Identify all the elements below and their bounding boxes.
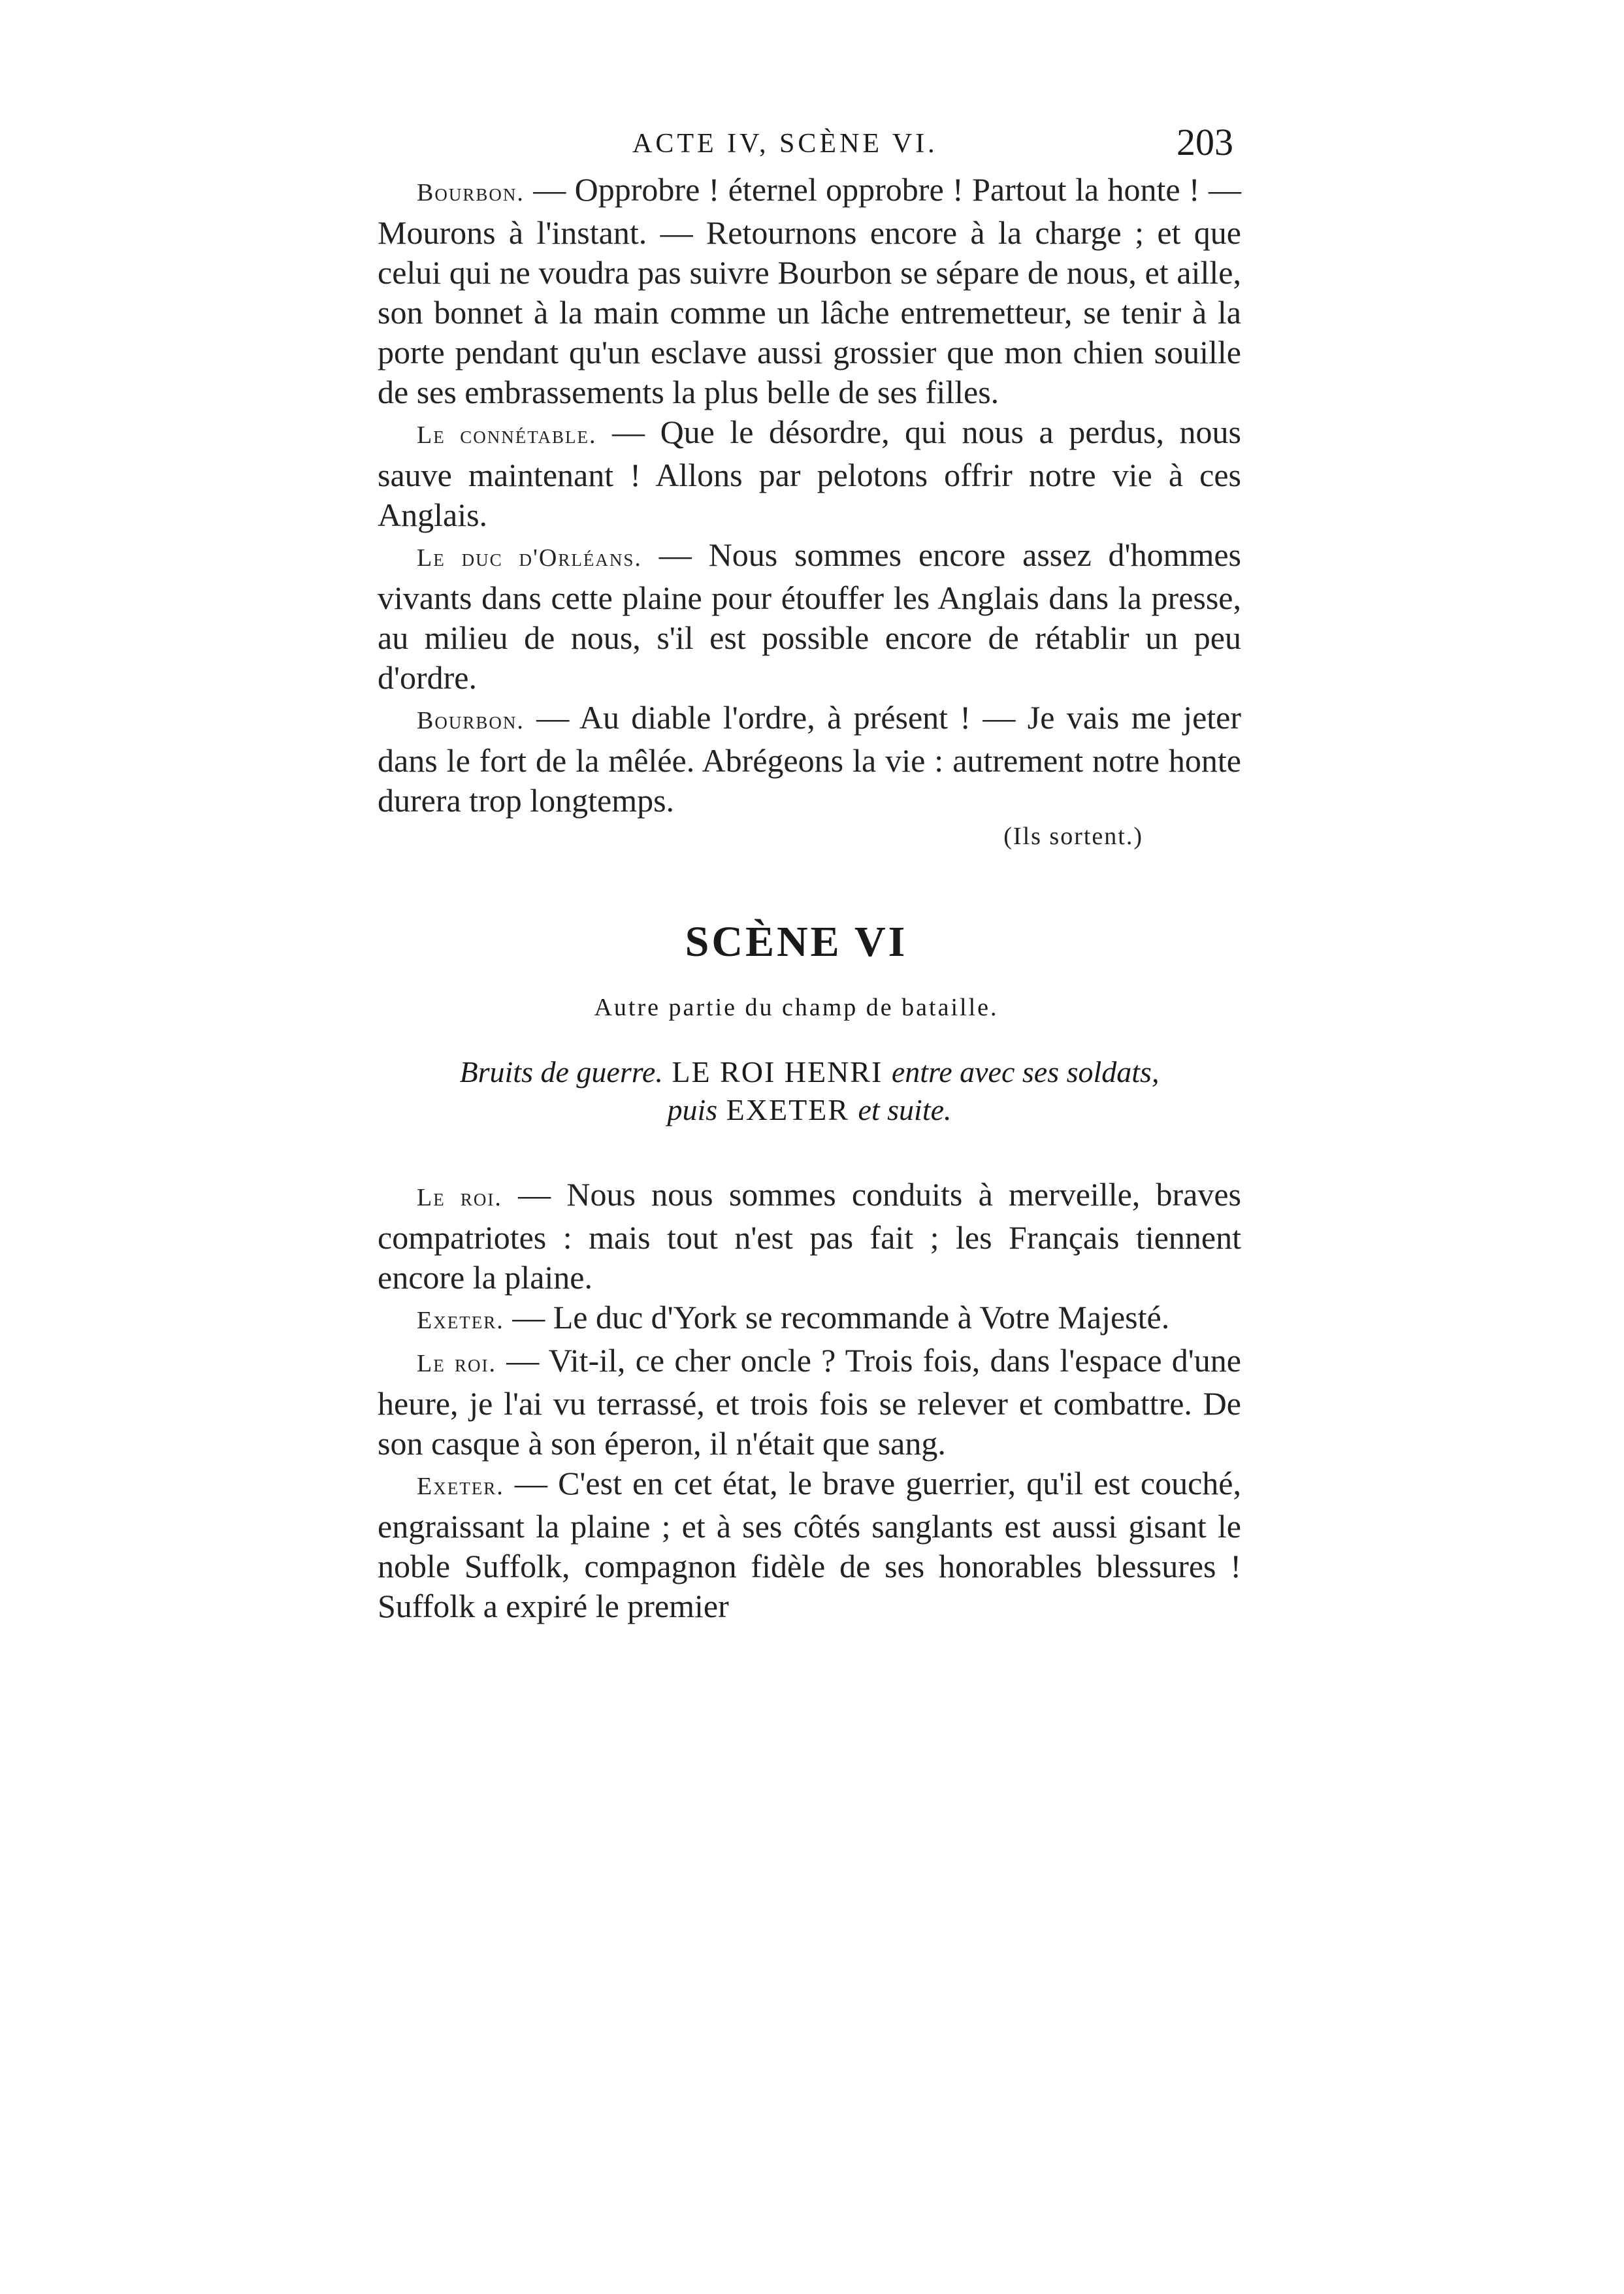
speaker-name: Exeter. — [417, 1307, 504, 1334]
stage-direction-italic: puis — [667, 1093, 718, 1126]
speech-text: — Nous sommes encore assez d'hommes vivants dans cette plaine pour étouffer les Anglais dans la presse, au milieu de nous, s'il est possible encore de rétablir un peu d'ordre. — [378, 536, 1241, 696]
scene-title: SCÈNE VI — [685, 918, 908, 966]
speech-exeter-1 — [378, 1298, 1241, 1341]
exit-direction: (Ils sortent.) — [1003, 823, 1143, 850]
speech-text: — Nous nous sommes conduits à merveille, braves compatriotes : mais tout n'est pas fait ; les Français tiennent encore la plaine. — [378, 1176, 1241, 1296]
speaker-name: Le duc d'Orléans. — [417, 544, 642, 572]
opening-stage-direction — [378, 1053, 1241, 1129]
speaker-name: Bourbon. — [417, 179, 525, 206]
speech-text: — Vit-il, ce cher oncle ? Trois fois, dans l'espace d'une heure, je l'ai vu terrassé, et trois fois se relever et combattre. De son casque à son éperon, il n'était que sang. — [378, 1342, 1242, 1462]
speech-text: — C'est en cet état, le brave guerrier, qu'il est couché, engraissant la plaine ; et à ses côtés sanglants est aussi gisant le noble Suffolk, compagnon fidèle de ses honorables blessures ! Suffolk a expiré le premier — [378, 1465, 1241, 1624]
speech-text: — Opprobre ! éternel opprobre ! Partout la honte ! — Mourons à l'instant. — Retournons encore à la charge ; et que celui qui ne voudra pas suivre Bourbon se sépare de nous, et aille, son bonnet à la main comme un lâche entremetteur, se tenir à la porte pendant qu'un esclave aussi grossier que mon chien souille de ses embrassements la plus belle de ses filles. — [378, 171, 1241, 410]
speech-text: — Que le désordre, qui nous a perdus, nous sauve maintenant ! Allons par pelotons offrir notre vie à ces Anglais. — [378, 414, 1241, 533]
scene-setting: Autre partie du champ de bataille. — [594, 994, 999, 1021]
speaker-name: Exeter. — [417, 1473, 504, 1500]
speech-roi-1 — [378, 1175, 1241, 1298]
speech-connetable — [378, 412, 1241, 535]
dialogue-block-1 — [378, 170, 1241, 852]
stage-direction-line-1 — [391, 1053, 1228, 1091]
dialogue-block-2 — [378, 1175, 1241, 1626]
stage-direction-italic: entre avec ses soldats, — [891, 1055, 1160, 1089]
stage-direction-character: EXETER — [717, 1093, 858, 1126]
speech-duc-orleans — [378, 535, 1241, 698]
speech-exeter-2 — [378, 1464, 1241, 1626]
page-number: 203 — [1177, 121, 1233, 163]
speaker-name: Bourbon. — [417, 707, 525, 734]
speaker-name: Le roi. — [417, 1350, 496, 1377]
speaker-name: Le connétable. — [417, 421, 597, 449]
speech-text: — Au diable l'ordre, à présent ! — Je vais me jeter dans le fort de la mêlée. Abrégeons la vie : autrement notre honte durera trop longtemps. — [378, 699, 1241, 819]
stage-direction-italic: Bruits de guerre. — [459, 1055, 663, 1089]
speech-text: — Le duc d'York se recommande à Votre Majesté. — [504, 1299, 1170, 1335]
stage-direction-character: LE ROI HENRI — [662, 1055, 892, 1089]
speaker-name: Le roi. — [417, 1184, 502, 1211]
speech-bourbon-2 — [378, 698, 1241, 821]
book-page — [378, 111, 1241, 1626]
speech-bourbon-1 — [378, 170, 1241, 412]
stage-direction-italic: et suite. — [858, 1093, 952, 1126]
running-title: ACTE IV, SCÈNE VI. — [632, 129, 938, 159]
speech-roi-2 — [378, 1341, 1241, 1464]
stage-direction-line-2 — [391, 1091, 1228, 1129]
running-head — [378, 111, 1241, 170]
